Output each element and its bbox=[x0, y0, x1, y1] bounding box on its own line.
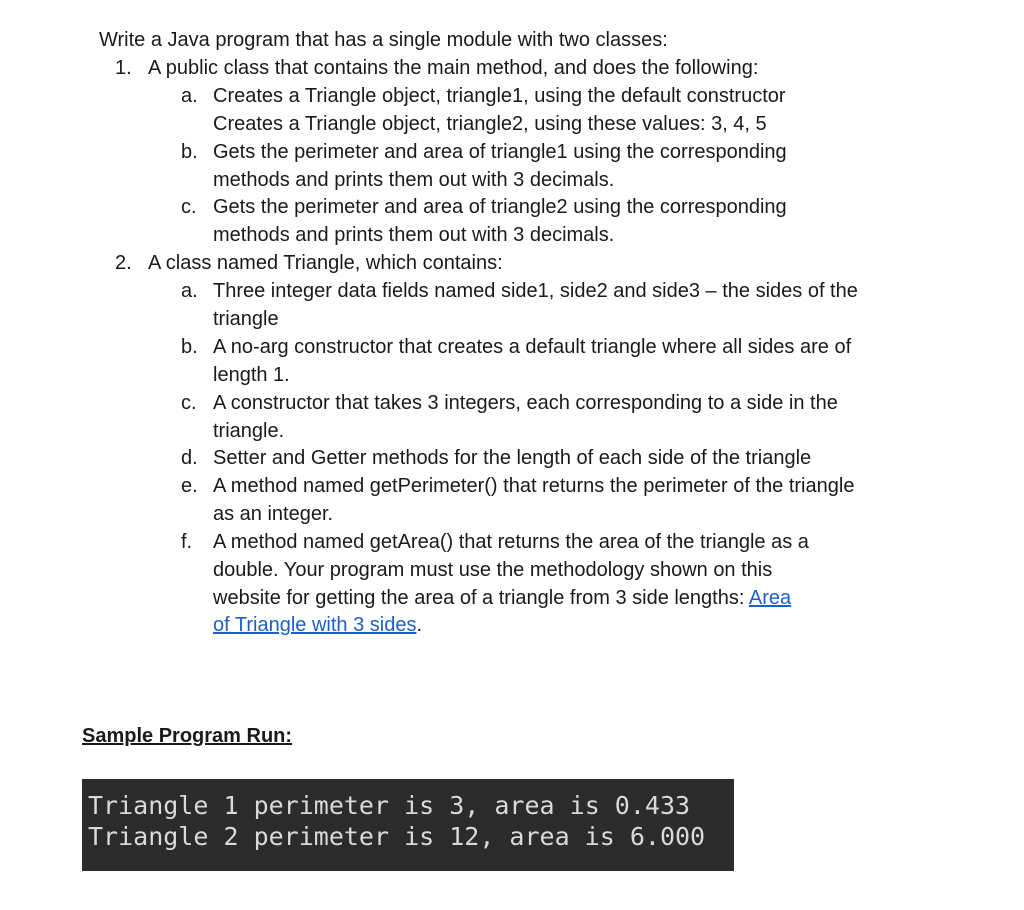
link-trailing-period: . bbox=[416, 614, 422, 636]
area-of-triangle-link-part2[interactable]: of Triangle with 3 sides bbox=[213, 614, 417, 636]
intro-text: Write a Java program that has a single module with two classes: bbox=[99, 29, 668, 51]
item2-e-line2: as an integer. bbox=[213, 503, 334, 525]
item2-c-letter: c. bbox=[181, 392, 197, 414]
sample-run-heading-text: Sample Program Run bbox=[82, 725, 286, 747]
item2-b-line1: A no-arg constructor that creates a default triangle where all sides are of bbox=[213, 336, 852, 358]
item1-c-line1: Gets the perimeter and area of triangle2 using the corresponding bbox=[213, 196, 787, 218]
item1-a-letter: a. bbox=[181, 85, 198, 107]
item2-c-line2: triangle. bbox=[213, 420, 285, 442]
item1-c-letter: c. bbox=[181, 196, 197, 218]
item2-d-letter: d. bbox=[181, 447, 198, 469]
terminal-line-2: Triangle 2 perimeter is 12, area is 6.000 bbox=[88, 822, 706, 851]
item2-text: A class named Triangle, which contains: bbox=[148, 252, 503, 274]
terminal-line-1: Triangle 1 perimeter is 3, area is 0.433 bbox=[88, 791, 691, 820]
item2-d-line1: Setter and Getter methods for the length of each side of the triangle bbox=[213, 447, 812, 469]
item2-b-letter: b. bbox=[181, 336, 198, 358]
item1-b-line2: methods and prints them out with 3 decimals. bbox=[213, 169, 615, 191]
item1-a-line1: Creates a Triangle object, triangle1, using the default constructor bbox=[213, 85, 786, 107]
item2-a-line1: Three integer data fields named side1, side2 and side3 – the sides of the bbox=[213, 280, 858, 302]
sample-run-heading-colon: : bbox=[285, 725, 293, 747]
item2-f-line2: double. Your program must use the methodology shown on this bbox=[213, 559, 773, 581]
item2-f-letter: f. bbox=[181, 531, 193, 553]
item2-c-line1: A constructor that takes 3 integers, each corresponding to a side in the bbox=[213, 392, 838, 414]
sample-run-heading bbox=[82, 722, 292, 750]
item1-number: 1. bbox=[115, 57, 132, 79]
item2-f-line3-text: website for getting the area of a triangle from 3 side lengths: bbox=[213, 587, 749, 609]
item2-f-line3 bbox=[213, 584, 791, 612]
item1-text: A public class that contains the main method, and does the following: bbox=[148, 57, 759, 79]
item2-b-line2: length 1. bbox=[213, 364, 290, 386]
item2-f-line1: A method named getArea() that returns the area of the triangle as a bbox=[213, 531, 809, 553]
item2-number: 2. bbox=[115, 252, 132, 274]
item2-a-letter: a. bbox=[181, 280, 198, 302]
item1-b-letter: b. bbox=[181, 141, 198, 163]
item1-b-line1: Gets the perimeter and area of triangle1 using the corresponding bbox=[213, 141, 787, 163]
terminal-output bbox=[82, 779, 734, 871]
item2-e-line1: A method named getPerimeter() that returns the perimeter of the triangle bbox=[213, 475, 855, 497]
item2-e-letter: e. bbox=[181, 475, 198, 497]
item2-f-line4 bbox=[213, 611, 422, 639]
item2-a-line2: triangle bbox=[213, 308, 279, 330]
item1-a-line2: Creates a Triangle object, triangle2, using these values: 3, 4, 5 bbox=[213, 113, 767, 135]
area-of-triangle-link-part1[interactable]: Area bbox=[748, 587, 792, 609]
item1-c-line2: methods and prints them out with 3 decimals. bbox=[213, 224, 615, 246]
